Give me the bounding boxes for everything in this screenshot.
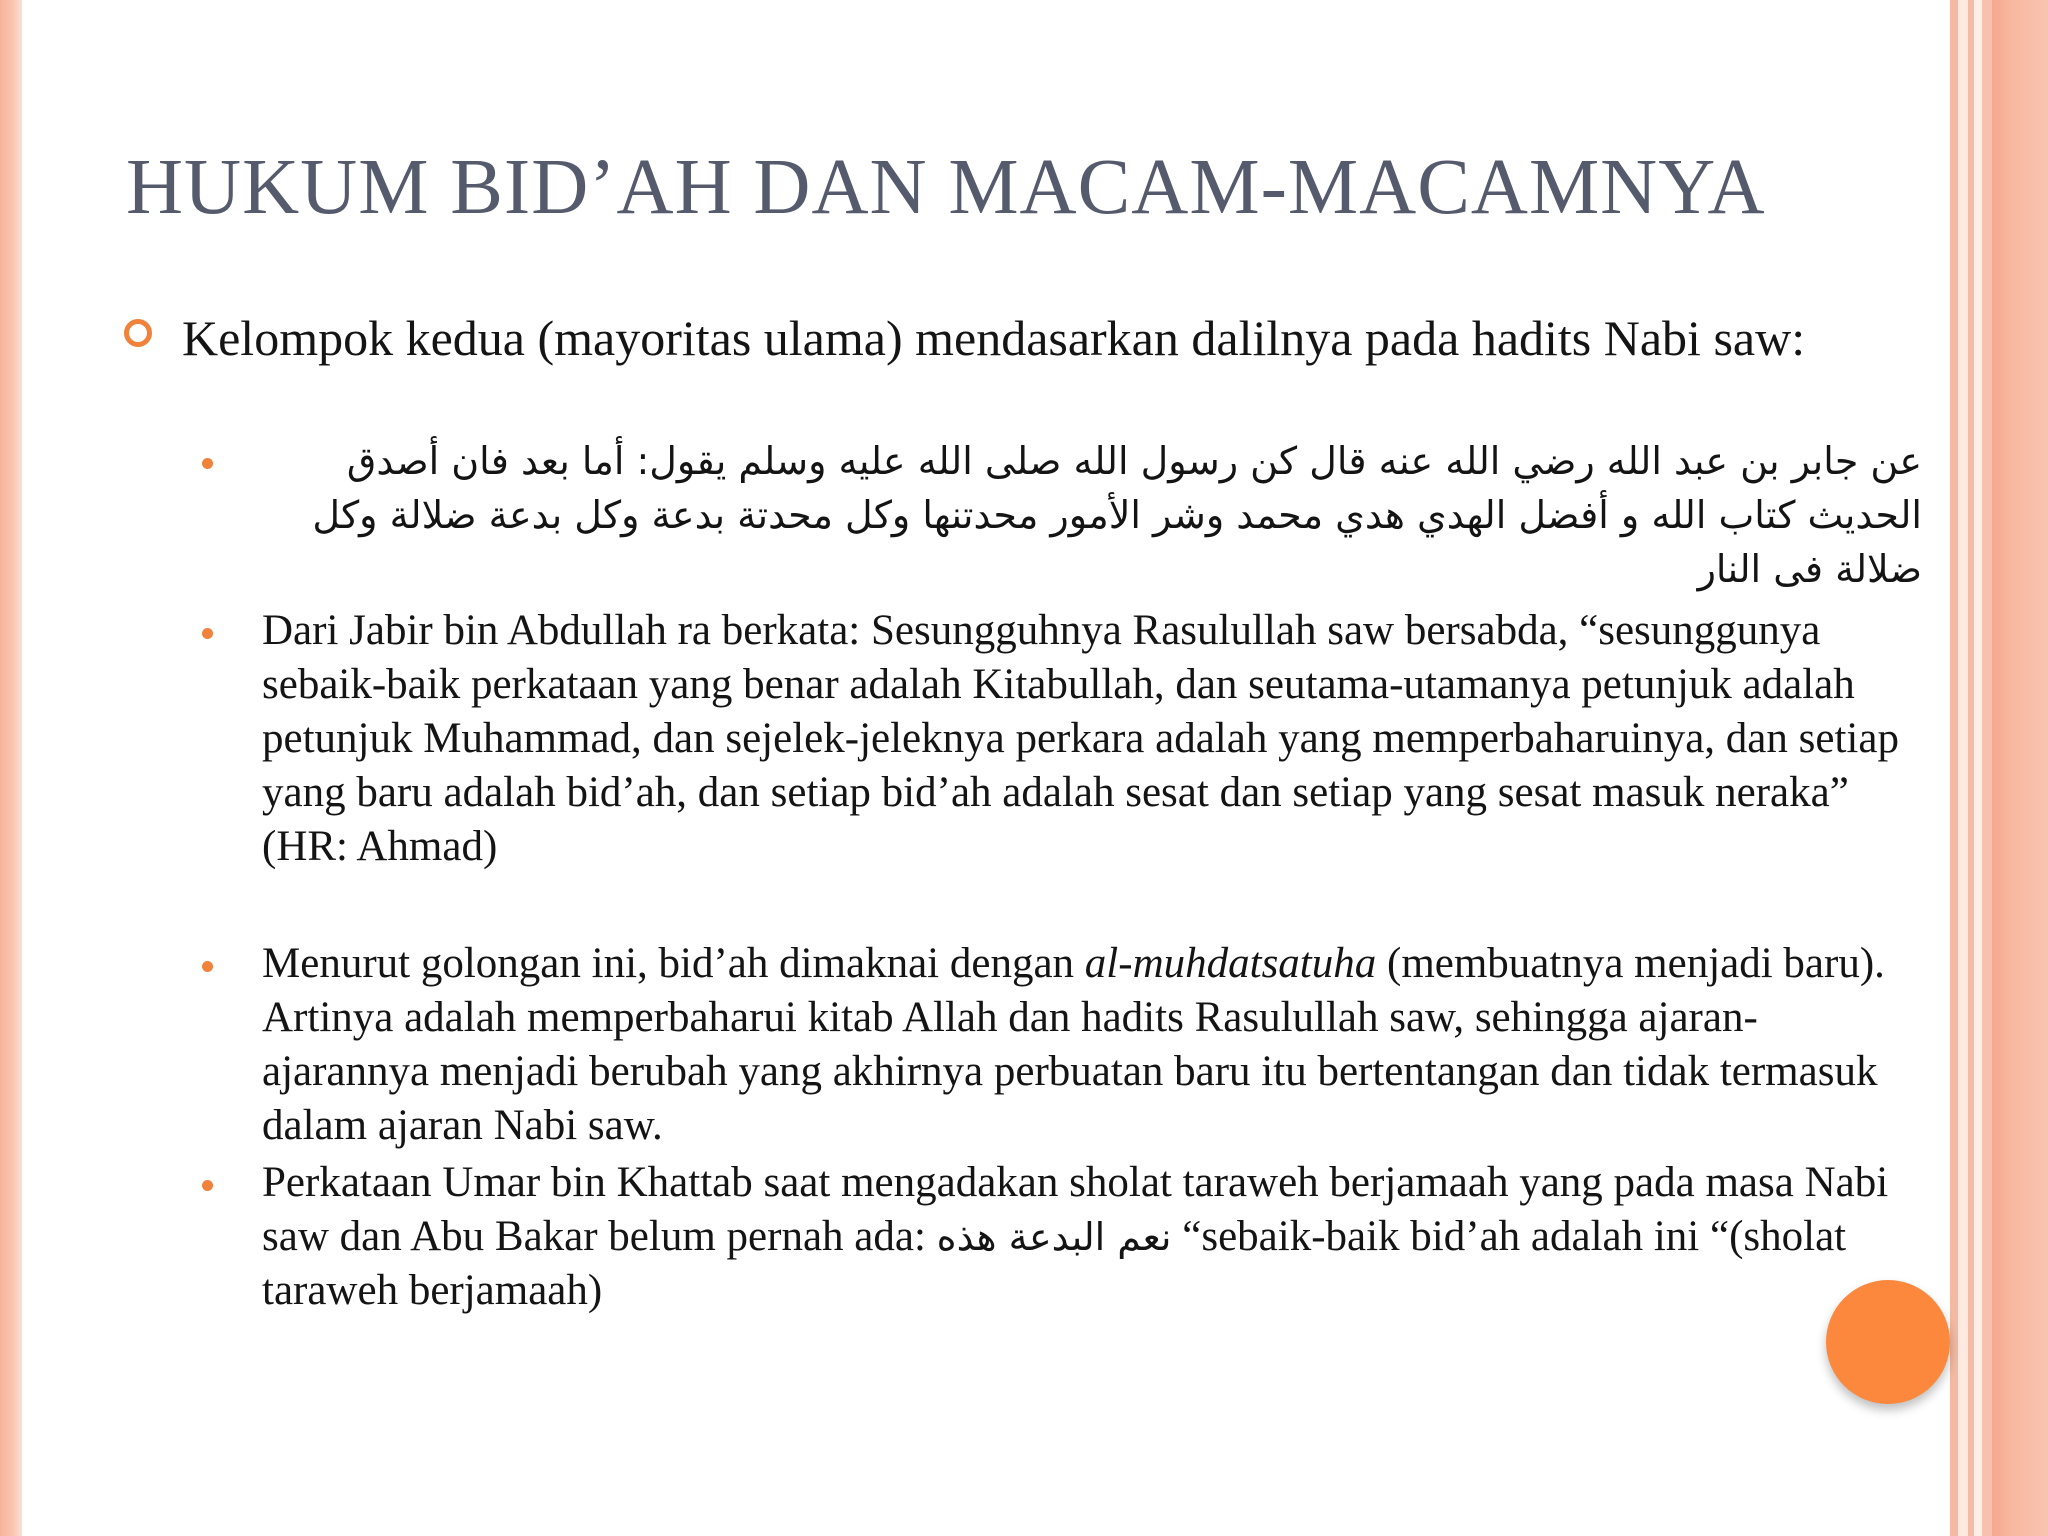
sub-bullet-translation — [202, 604, 1922, 874]
slide-left-border — [0, 0, 22, 1536]
meaning-text — [262, 937, 1922, 1153]
arabic-hadith-text: عن جابر بن عبد الله رضي الله عنه قال كن رسول الله صلى الله عليه وسلم يقول: أما بعد فان أصدق الحديث كتاب الله و أفضل الهدي هدي محمد وشر الأمور محدتنها وكل محدتة بدعة وكل بدعة ضلالة وكل ضلالة فى النار — [312, 439, 1922, 591]
umar-text — [262, 1156, 1922, 1318]
hollow-circle-bullet-icon — [124, 319, 152, 347]
dot-bullet-icon — [202, 458, 213, 469]
dot-bullet-icon — [202, 1180, 213, 1191]
main-bullet — [124, 308, 1874, 368]
umar-text-end: “sebaik-baik bid’ah adalah ini “(sholat taraweh berjamaah) — [262, 1213, 1847, 1314]
main-bullet-text: Kelompok kedua (mayoritas ulama) mendasarkan dalilnya pada hadits Nabi saw: — [182, 310, 1806, 366]
sub-bullet-meaning — [202, 937, 1922, 1153]
meaning-text-end: (membuatnya menjadi baru). Artinya adalah memperbaharui kitab Allah dan hadits Rasulullah saw, sehingga ajaran-ajarannya menjadi berubah yang akhirnya perbuatan baru itu bertentangan dan tidak termasuk dalam ajaran Nabi saw. — [262, 940, 1885, 1149]
sub-bullet-arabic-hadith — [202, 434, 1922, 596]
dot-bullet-icon — [202, 961, 213, 972]
slide-right-border — [1950, 0, 2048, 1536]
slide-title: HUKUM BID’AH DAN MACAM-MACAMNYA — [126, 144, 1766, 231]
orange-circle-button[interactable] — [1826, 1280, 1950, 1404]
meaning-text-start: Menurut golongan ini, bid’ah dimaknai dengan — [262, 940, 1085, 987]
umar-arabic-quote: نعم البدعة هذه — [936, 1215, 1172, 1259]
sub-bullet-umar — [202, 1156, 1922, 1318]
translation-text: Dari Jabir bin Abdullah ra berkata: Sesungguhnya Rasulullah saw bersabda, “sesunggunya sebaik-baik perkataan yang benar adalah Kitabullah, dan seutama-utamanya petunjuk adalah petunjuk Muhammad, dan sejelek-jeleknya perkara adalah yang memperbaharuinya, dan setiap yang baru adalah bid’ah, dan setiap bid’ah adalah sesat dan setiap yang sesat masuk neraka” (HR: Ahmad) — [262, 607, 1899, 870]
meaning-term: al-muhdatsatuha — [1084, 940, 1377, 987]
umar-text-start: Perkataan Umar bin Khattab saat mengadakan sholat taraweh berjamaah yang pada masa Nabi saw dan Abu Bakar belum pernah ada: — [262, 1159, 1889, 1260]
dot-bullet-icon — [202, 628, 213, 639]
